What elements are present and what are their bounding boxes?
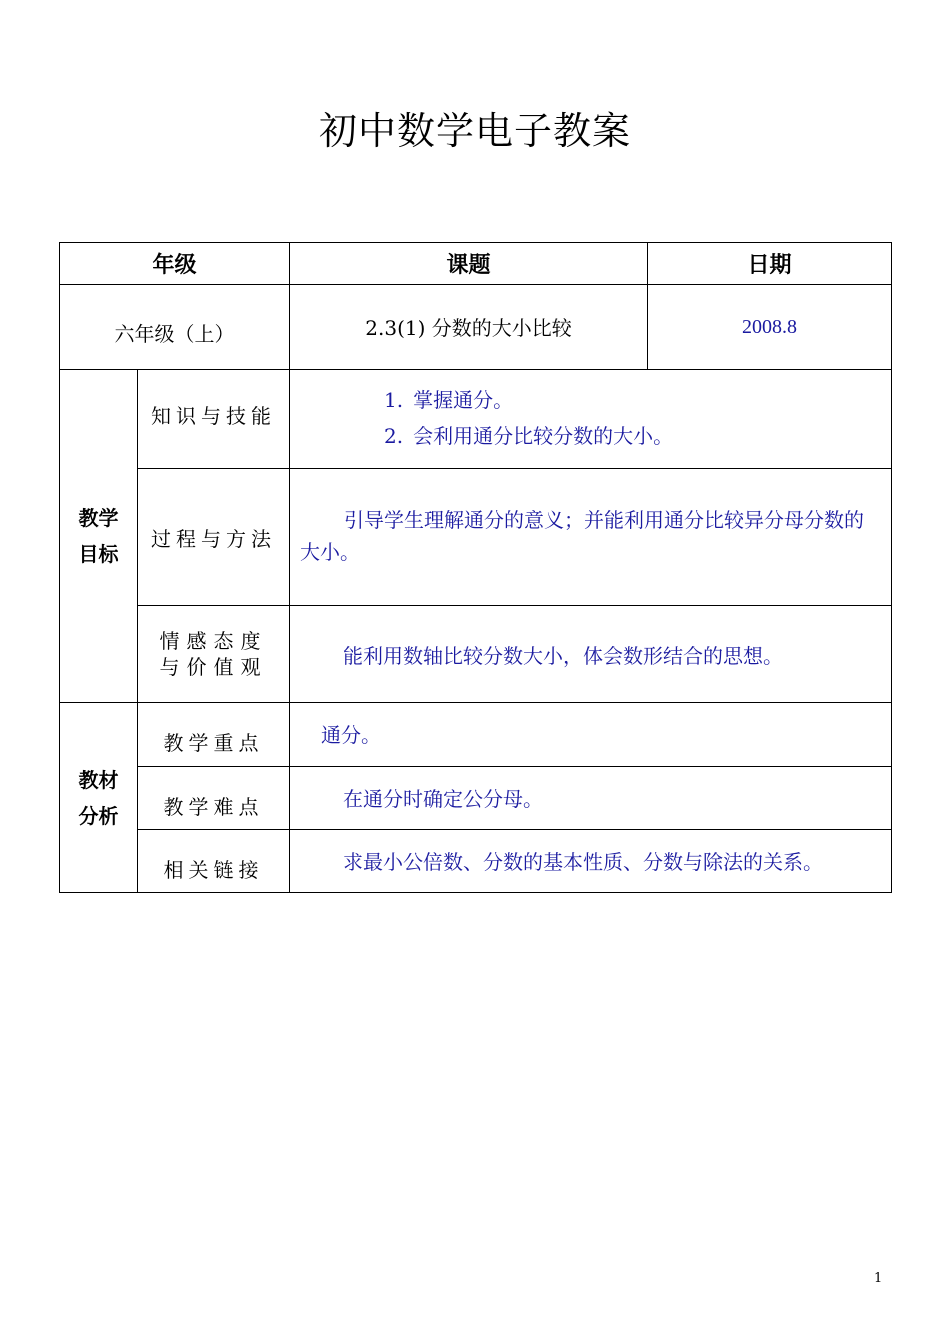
knowledge-label-text: 知识与技能 <box>151 403 276 428</box>
knowledge-row <box>60 370 892 469</box>
links-row <box>60 830 892 893</box>
difficulty-label <box>138 767 290 830</box>
page-number: 1 <box>874 1271 883 1286</box>
lesson-plan-table <box>59 242 892 893</box>
objectives-label-line1: 教学 <box>78 506 119 530</box>
knowledge-label <box>138 370 290 469</box>
grade-header: 年级 <box>60 243 290 285</box>
analysis-label-line1: 教材 <box>78 767 119 792</box>
difficulty-row <box>60 767 892 830</box>
topic-text: 2.3(1) 分数的大小比较 <box>365 315 572 340</box>
list-item <box>384 418 891 454</box>
difficulty-text: 在通分时确定公分母。 <box>343 786 544 811</box>
grade-value <box>60 285 290 370</box>
emotion-content <box>290 606 892 703</box>
process-text: 引导学生理解通分的意义；并能利用通分比较异分母分数的大小。 <box>300 508 865 564</box>
list-item-number: 1. <box>384 388 404 412</box>
process-row <box>60 469 892 606</box>
emotion-label-line2: 与价值观 <box>159 655 268 679</box>
process-label: 过程与方法 <box>138 469 290 606</box>
document-title: 初中数学电子教案 <box>318 109 631 153</box>
emotion-label <box>138 606 290 703</box>
info-row <box>60 285 892 370</box>
emotion-label-line1: 情感态度 <box>159 629 268 653</box>
key-point-label-text: 教学重点 <box>163 731 264 755</box>
topic-value <box>290 285 648 370</box>
key-point-content <box>290 703 892 767</box>
key-point-row <box>60 703 892 767</box>
date-value <box>648 285 892 370</box>
date-text: 2008.8 <box>742 315 798 338</box>
analysis-label-line2: 分析 <box>78 803 119 828</box>
key-point-text: 通分。 <box>321 723 382 747</box>
list-item <box>384 382 891 418</box>
objectives-label-line2: 目标 <box>78 542 119 566</box>
difficulty-label-text: 教学难点 <box>163 794 264 819</box>
emotion-text: 能利用数轴比较分数大小，体会数形结合的思想。 <box>343 643 784 668</box>
links-label-text: 相关链接 <box>163 857 264 882</box>
knowledge-content <box>290 370 892 469</box>
topic-header: 课题 <box>290 243 648 285</box>
emotion-row <box>60 606 892 703</box>
links-text: 求最小公倍数、分数的基本性质、分数与除法的关系。 <box>343 849 824 874</box>
knowledge-list <box>290 382 891 454</box>
header-row <box>60 243 892 285</box>
links-content <box>290 830 892 893</box>
key-point-label <box>138 703 290 767</box>
difficulty-content <box>290 767 892 830</box>
list-item-number: 2. <box>384 424 404 448</box>
date-header: 日期 <box>648 243 892 285</box>
objectives-group-label <box>60 370 138 703</box>
grade-text: 六年级（上） <box>114 321 235 346</box>
process-content <box>290 469 892 606</box>
analysis-group-label <box>60 703 138 893</box>
list-item-text: 会利用通分比较分数的大小。 <box>413 424 674 448</box>
list-item-text: 掌握通分。 <box>413 388 514 412</box>
links-label <box>138 830 290 893</box>
